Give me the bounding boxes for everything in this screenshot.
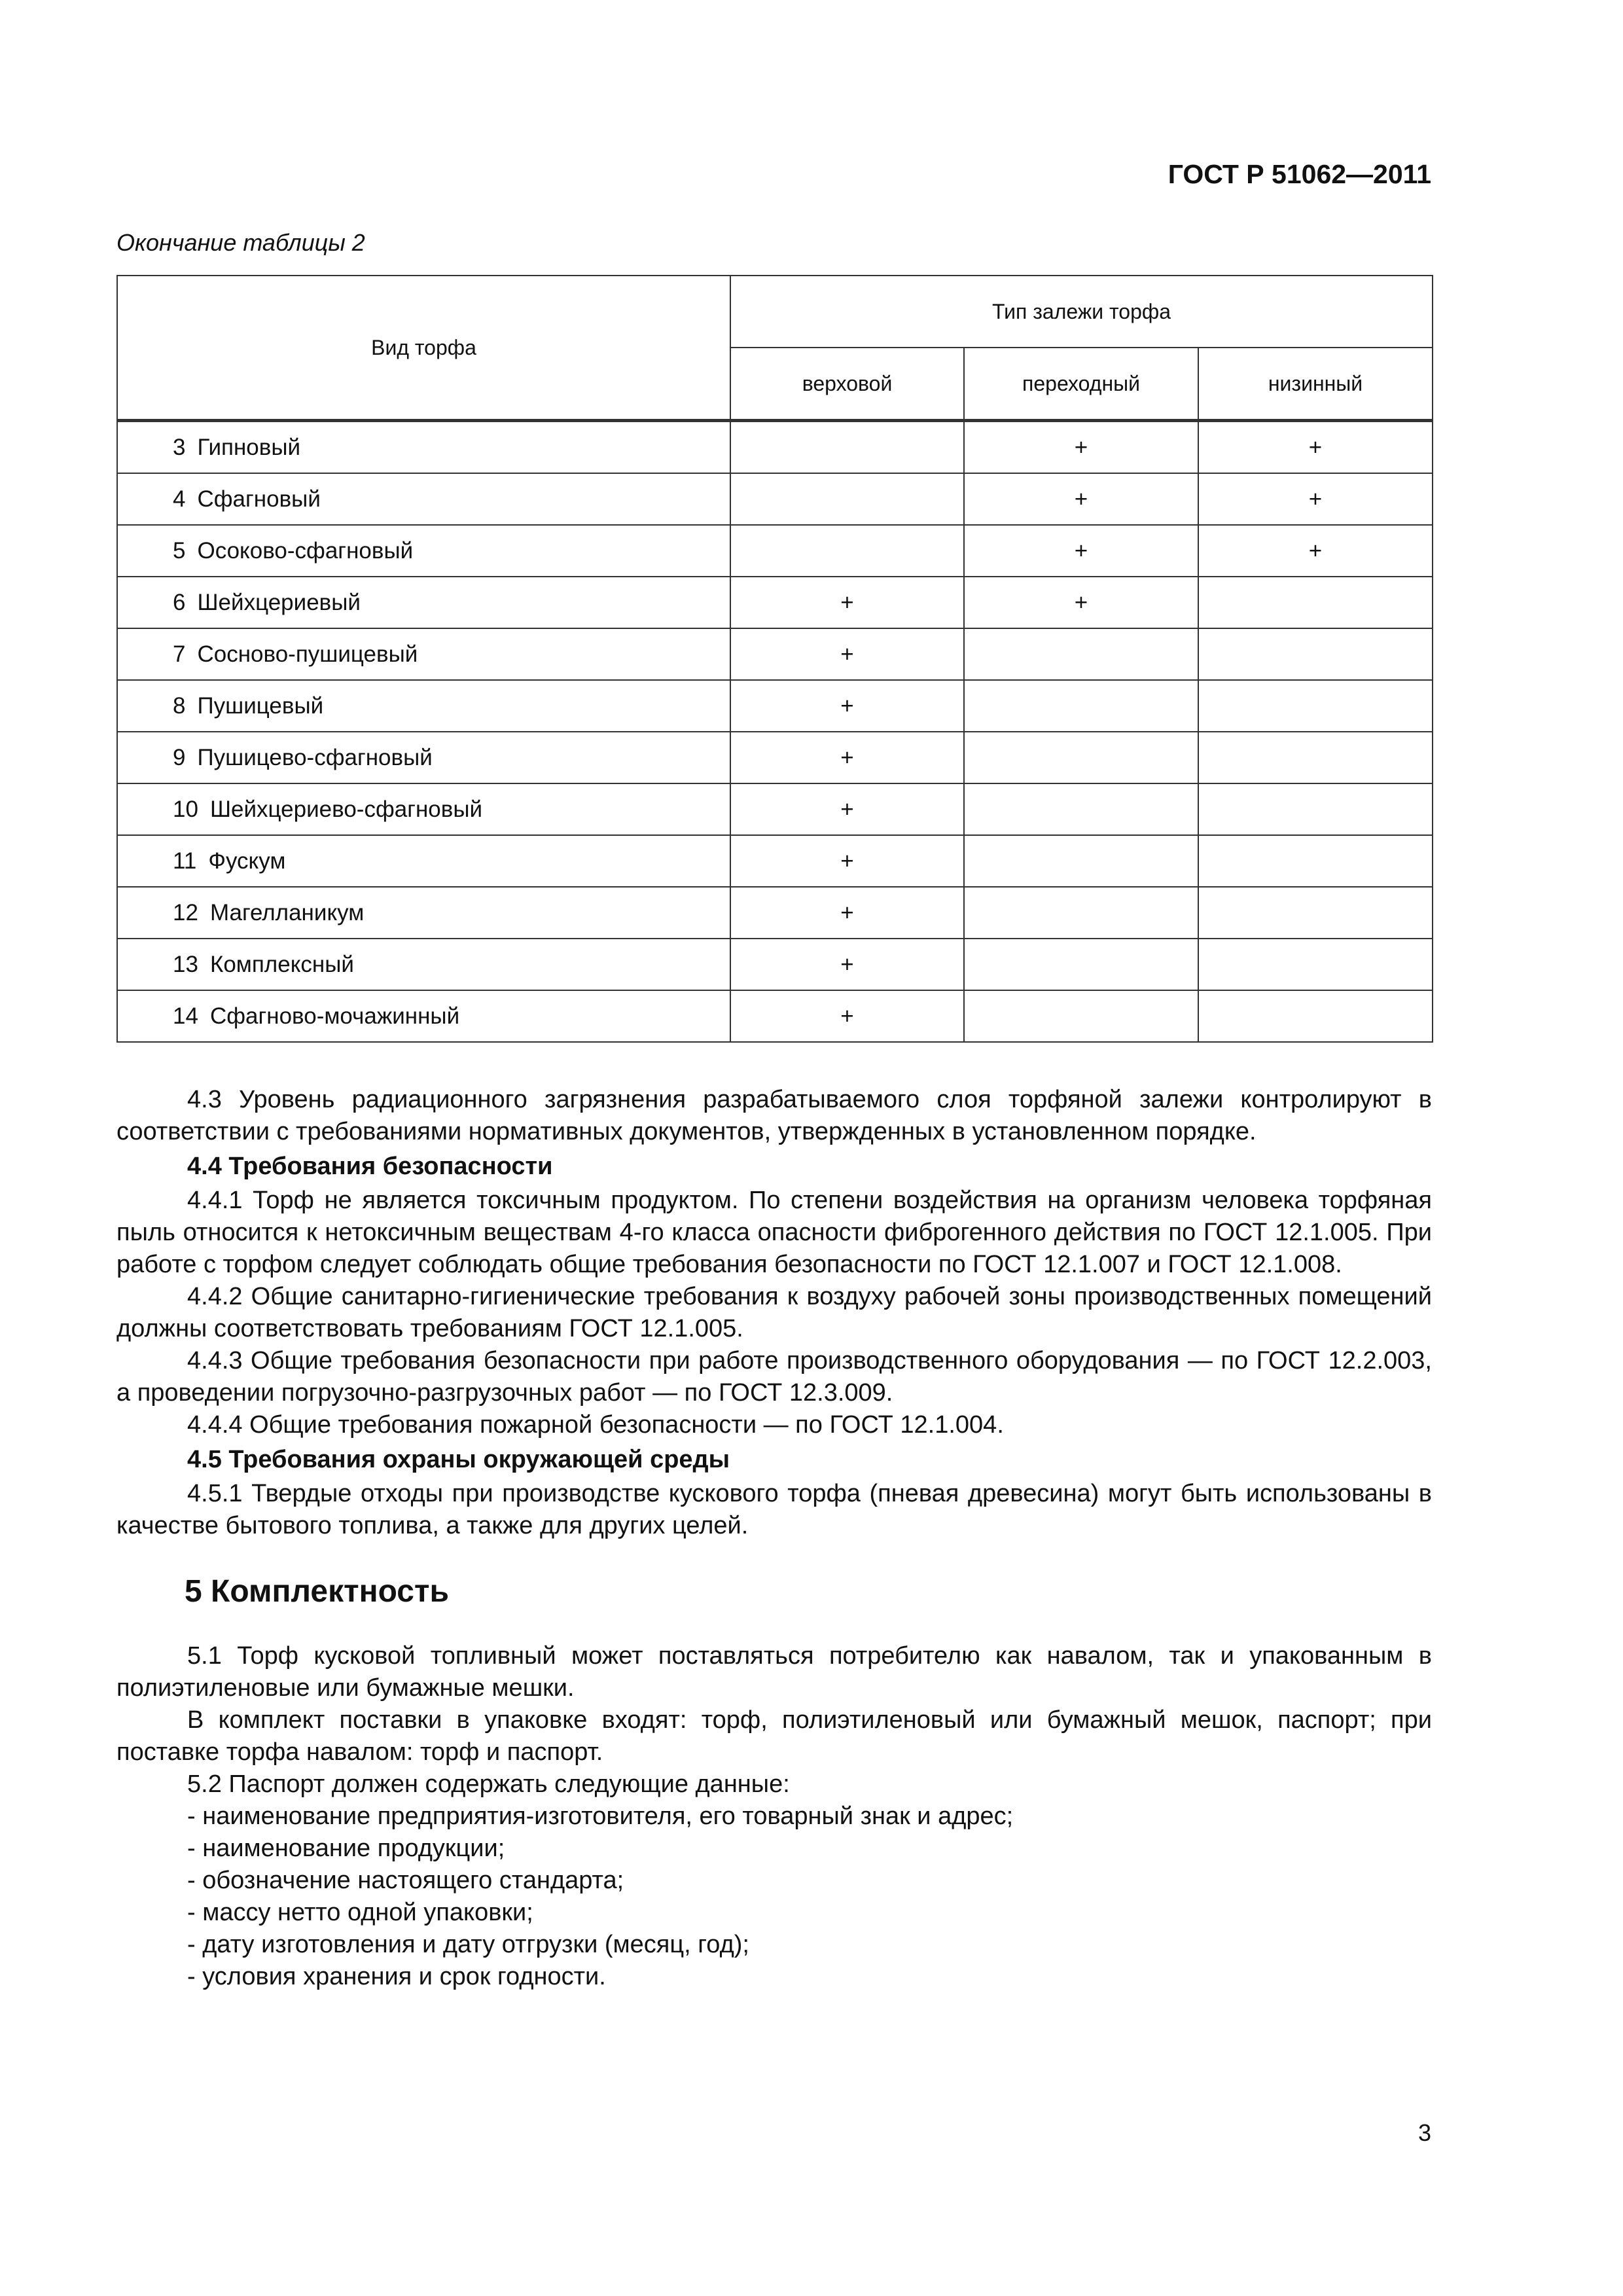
table-row [117,939,1433,990]
column-header-upland: верховой [730,348,964,421]
cell-transitional [964,990,1198,1042]
cell-transitional [964,783,1198,835]
cell-upland [730,421,964,474]
cell-upland: + [730,990,964,1042]
list-item: - наименование продукции; [187,1835,505,1862]
paragraph-4-3: 4.3 Уровень радиационного загрязнения разрабатываемого слоя торфяной залежи контролируют в соответствии с требованиями нормативных документов, утвержденных в установленном порядке. [116,1086,1432,1145]
cell-upland: + [730,577,964,628]
row-label: 14 Сфагново-мочажинный [117,990,730,1042]
document-body [116,1084,1432,1993]
cell-lowland [1198,732,1433,783]
cell-lowland [1198,835,1433,887]
list-item: - обозначение настоящего стандарта; [187,1867,624,1894]
row-label: 13 Комплексный [117,939,730,990]
cell-transitional: + [964,473,1198,525]
row-label: 4 Сфагновый [117,473,730,525]
row-label: 5 Осоково-сфагновый [117,525,730,577]
table-row [117,577,1433,628]
heading-section-5: 5 Комплектность [185,1574,449,1609]
cell-transitional [964,628,1198,680]
column-header-lowland: низинный [1198,348,1433,421]
cell-upland: + [730,939,964,990]
heading-4-5: 4.5 Требования охраны окружающей среды [187,1446,730,1473]
cell-lowland [1198,783,1433,835]
table-row [117,732,1433,783]
paragraph-4-4-2: 4.4.2 Общие санитарно-гигиенические требования к воздуху рабочей зоны производственных помещений должны соответствовать требованиям ГОСТ 12.1.005. [116,1283,1432,1342]
cell-upland [730,473,964,525]
row-label: 3 Гипновый [117,421,730,474]
cell-transitional: + [964,525,1198,577]
row-label: 9 Пушицево-сфагновый [117,732,730,783]
table-row [117,525,1433,577]
paragraph-5-1: 5.1 Торф кусковой топливный может поставляться потребителю как навалом, так и упакованным в полиэтиленовые или бумажные мешки. [116,1642,1432,1702]
table-row [117,628,1433,680]
paragraph-4-4-4: 4.4.4 Общие требования пожарной безопасности — по ГОСТ 12.1.004. [187,1411,1004,1439]
cell-transitional [964,732,1198,783]
cell-lowland [1198,680,1433,732]
cell-transitional [964,835,1198,887]
cell-lowland: + [1198,421,1433,474]
cell-upland: + [730,835,964,887]
cell-lowland [1198,577,1433,628]
cell-lowland [1198,990,1433,1042]
table-caption: Окончание таблицы 2 [116,229,365,256]
table-row [117,990,1433,1042]
row-label: 6 Шейхцериевый [117,577,730,628]
column-header-transitional: переходный [964,348,1198,421]
cell-upland: + [730,887,964,939]
list-item: - дату изготовления и дату отгрузки (месяц, год); [187,1931,749,1958]
cell-transitional [964,939,1198,990]
cell-transitional: + [964,421,1198,474]
table-row [117,835,1433,887]
cell-upland: + [730,680,964,732]
row-label: 8 Пушицевый [117,680,730,732]
list-item: - массу нетто одной упаковки; [187,1899,533,1926]
paragraph-4-4-1: 4.4.1 Торф не является токсичным продуктом. По степени воздействия на организм человека торфяная пыль относится к нетоксичным веществам 4-го класса опасности фиброгенного действия по ГОСТ 12.1.005. При работе с торфом следует соблюдать общие требования безопасности по ГОСТ 12.1.007 и ГОСТ 12.1.008. [116,1187,1432,1278]
cell-transitional [964,887,1198,939]
table-row [117,421,1433,474]
cell-lowland [1198,628,1433,680]
cell-upland: + [730,628,964,680]
list-item: - наименование предприятия-изготовителя, его товарный знак и адрес; [187,1803,1014,1830]
cell-transitional [964,680,1198,732]
paragraph-4-4-3: 4.4.3 Общие требования безопасности при работе производственного оборудования — по ГОСТ 12.2.003, а проведении погрузочно-разгрузочных работ — по ГОСТ 12.3.009. [116,1347,1432,1407]
cell-upland [730,525,964,577]
cell-lowland [1198,939,1433,990]
heading-4-4: 4.4 Требования безопасности [187,1153,553,1180]
cell-upland: + [730,732,964,783]
cell-transitional: + [964,577,1198,628]
list-item: - условия хранения и срок годности. [187,1963,606,1990]
cell-lowland: + [1198,473,1433,525]
cell-lowland: + [1198,525,1433,577]
cell-lowland [1198,887,1433,939]
document-id: ГОСТ Р 51062—2011 [1168,159,1431,189]
paragraph-5-1-delivery: В комплект поставки в упаковке входят: торф, полиэтиленовый или бумажный мешок, паспорт; при поставке торфа навалом: торф и паспорт. [116,1706,1432,1766]
table-row [117,473,1433,525]
row-label: 11 Фускум [117,835,730,887]
table-row [117,680,1433,732]
cell-upland: + [730,783,964,835]
row-label: 10 Шейхцериево-сфагновый [117,783,730,835]
paragraph-5-2: 5.2 Паспорт должен содержать следующие данные: [187,1770,790,1798]
row-label: 7 Сосново-пушицевый [117,628,730,680]
column-group-header-deposit-type: Тип залежи торфа [730,276,1433,348]
paragraph-4-5-1: 4.5.1 Твердые отходы при производстве кускового торфа (пневая древесина) могут быть использованы в качестве бытового топлива, а также для других целей. [116,1480,1432,1539]
row-label: 12 Магелланикум [117,887,730,939]
table-row [117,783,1433,835]
page-number: 3 [1418,2119,1431,2146]
peat-type-table [116,275,1433,1043]
table-row [117,887,1433,939]
column-header-peat-type: Вид торфа [117,276,730,421]
